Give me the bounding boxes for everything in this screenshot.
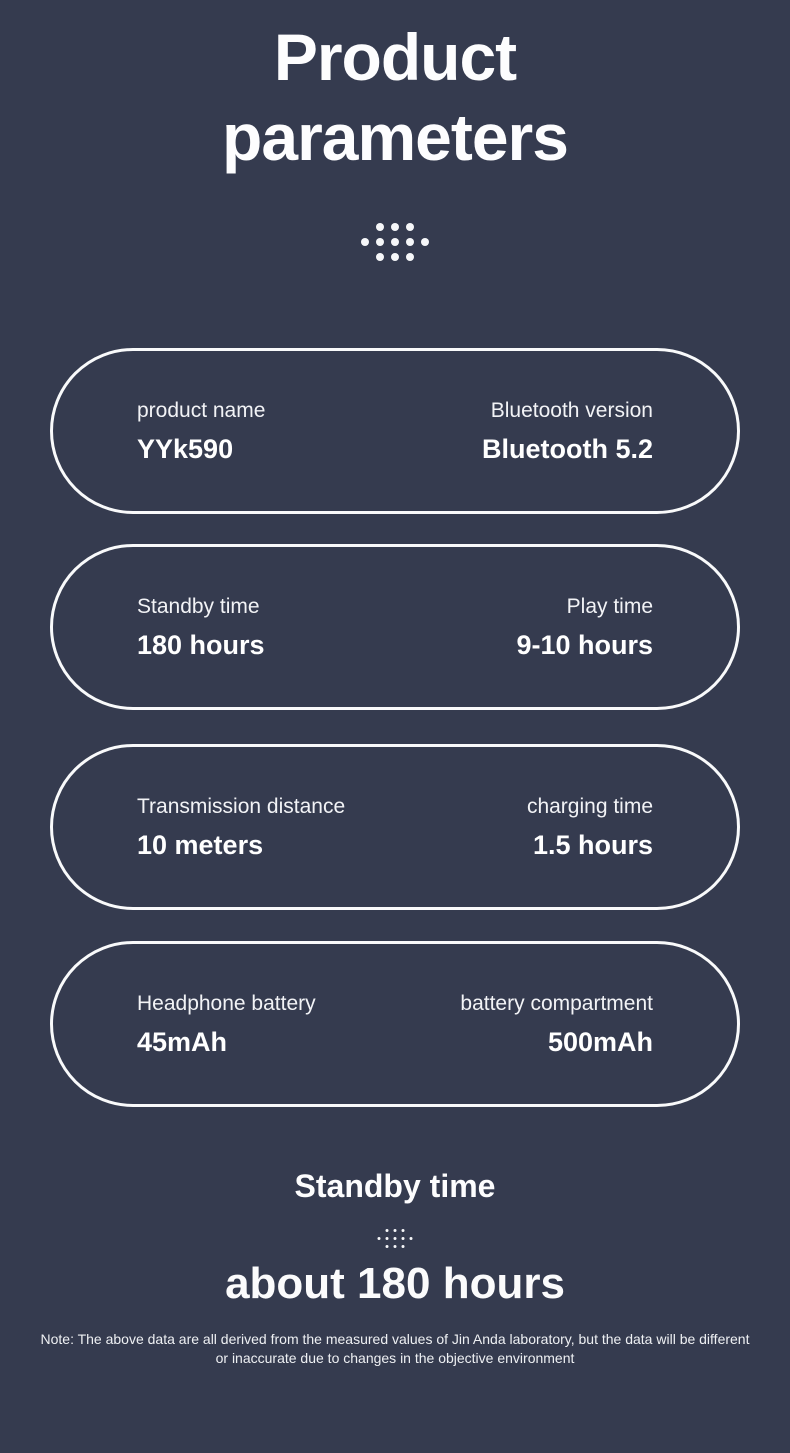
spec-value: 10 meters — [137, 829, 264, 860]
dots-ornament-small — [378, 1229, 413, 1248]
spec-card-distance-charging — [50, 744, 740, 910]
spec-headphone-battery — [137, 991, 316, 1058]
dot-icon — [402, 1229, 405, 1232]
dots-row — [376, 223, 414, 231]
dot-icon — [386, 1237, 389, 1240]
dots-row — [361, 238, 429, 246]
dot-icon — [376, 253, 384, 261]
spec-battery-compartment — [460, 991, 653, 1058]
footer-highlight: about 180 hours — [225, 1259, 565, 1308]
page-title — [0, 17, 790, 177]
spec-card-battery-capacity — [50, 941, 740, 1107]
spec-label: Standby time — [137, 594, 260, 618]
spec-label: Transmission distance — [137, 794, 346, 818]
spec-label: Play time — [566, 594, 653, 618]
dot-icon — [406, 223, 414, 231]
dots-row — [378, 1237, 413, 1240]
spec-bluetooth-version — [482, 398, 653, 465]
dot-icon — [376, 238, 384, 246]
dot-icon — [391, 253, 399, 261]
spec-value: Bluetooth 5.2 — [481, 433, 653, 464]
page-title-line2: parameters — [222, 100, 568, 174]
spec-card-product-name — [50, 348, 740, 514]
dot-icon — [394, 1229, 397, 1232]
page-title-line1: Product — [273, 20, 517, 94]
spec-value: YYk590 — [137, 433, 234, 464]
dot-icon — [361, 238, 369, 246]
spec-label: Bluetooth version — [490, 398, 653, 422]
dot-icon — [410, 1237, 413, 1240]
footer-note-line2: or inaccurate due to changes in the objective environment — [215, 1350, 575, 1366]
spec-play-time — [516, 594, 653, 661]
dots-row — [376, 253, 414, 261]
spec-standby-time — [137, 594, 265, 661]
spec-value: 45mAh — [137, 1026, 228, 1057]
spec-label: product name — [137, 398, 266, 422]
spec-value: 9-10 hours — [516, 629, 653, 660]
dot-icon — [376, 223, 384, 231]
dots-row — [386, 1229, 405, 1232]
footer-note — [0, 1330, 790, 1368]
spec-charging-time — [527, 794, 653, 861]
spec-label: battery compartment — [460, 991, 653, 1015]
dot-icon — [386, 1245, 389, 1248]
spec-transmission-distance — [137, 794, 345, 861]
dot-icon — [391, 223, 399, 231]
spec-product-name — [137, 398, 265, 465]
dot-icon — [391, 238, 399, 246]
dot-icon — [394, 1245, 397, 1248]
dot-icon — [406, 238, 414, 246]
dot-icon — [406, 253, 414, 261]
dot-icon — [402, 1245, 405, 1248]
footer-note-line1: Note: The above data are all derived from the measured values of Jin Anda laboratory, but the data will be different — [40, 1331, 750, 1347]
dots-ornament-large — [361, 223, 429, 261]
spec-label: charging time — [526, 794, 653, 818]
spec-label: Headphone battery — [137, 991, 316, 1015]
spec-value: 180 hours — [137, 629, 265, 660]
dot-icon — [402, 1237, 405, 1240]
dot-icon — [421, 238, 429, 246]
spec-card-battery-times — [50, 544, 740, 710]
dot-icon — [394, 1237, 397, 1240]
dots-row — [386, 1245, 405, 1248]
dot-icon — [378, 1237, 381, 1240]
footer-heading: Standby time — [294, 1168, 496, 1204]
spec-value: 500mAh — [547, 1026, 653, 1057]
spec-value: 1.5 hours — [532, 829, 653, 860]
dot-icon — [386, 1229, 389, 1232]
